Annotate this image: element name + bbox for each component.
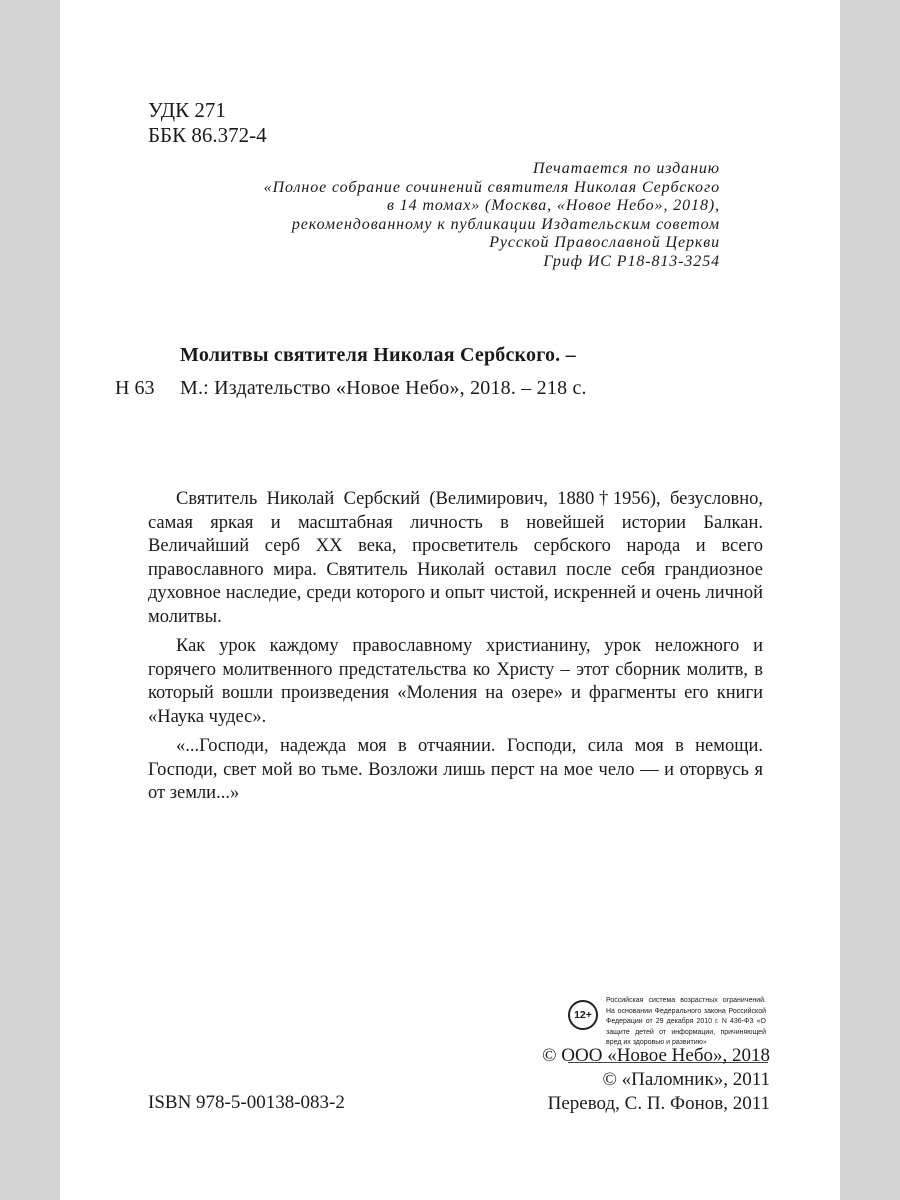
annotation-paragraph: Как урок каждому православному христианину, урок неложного и горячего молитвенного предстательства ко Христу – этот сборник молитв, в который вошли произведения «Моления на озере» и фрагменты его книги «Наука чудес».	[148, 636, 763, 727]
edition-line: рекомендованному к публикации Издательским советом	[291, 215, 720, 233]
author-code: Н 63	[115, 377, 155, 399]
edition-line: «Полное собрание сочинений святителя Николая Сербского	[263, 178, 720, 196]
copyright-block	[460, 1044, 770, 1116]
copyright-line: Перевод, С. П. Фонов, 2011	[547, 1093, 770, 1114]
annotation-paragraph: Святитель Николай Сербский (Велимирович, 1880†1956), безусловно, самая яркая и масштабная личность в новейшей истории Балкан. Величайший серб XX века, просветитель сербского народа и всего православного мира. Святитель Николай оставил после себя грандиозное духовное наследие, среди которого и опыт чистой, искренней и очень личной молитвы.	[148, 489, 763, 627]
edition-line: Печатается по изданию	[532, 160, 720, 177]
copyright-line: © «Паломник», 2011	[602, 1069, 770, 1090]
age-rating-text: Российская система возрастных ограничений. На основании Федерального закона Российской Федерации от 29 декабря 2010 г. N 436-ФЗ «О защите детей от информации, причиняющей вред их здоровью и развитию»	[606, 997, 766, 1046]
annotation	[148, 488, 763, 812]
bbk-code: ББК 86.372-4	[148, 123, 267, 147]
book-title: Молитвы святителя Николая Сербского. –	[180, 344, 576, 366]
udk-code: УДК 271	[148, 98, 226, 122]
book-page	[60, 0, 840, 1200]
age-rating-badge: 12+	[568, 1000, 598, 1030]
annotation-paragraph: «...Господи, надежда моя в отчаянии. Господи, сила моя в немощи. Господи, свет мой во тьме. Возложи лишь перст на мое чело — и оторвусь я от земли...»	[148, 736, 763, 803]
imprint: М.: Издательство «Новое Небо», 2018. – 218 с.	[180, 377, 587, 399]
isbn: ISBN 978-5-00138-083-2	[148, 1092, 345, 1113]
copyright-line: © ООО «Новое Небо», 2018	[542, 1045, 770, 1066]
edition-line: Русской Православной Церкви	[489, 234, 720, 251]
edition-note	[160, 160, 720, 271]
edition-line: в 14 томах» (Москва, «Новое Небо», 2018),	[387, 197, 720, 214]
edition-line: Гриф ИС Р18-813-3254	[543, 252, 720, 270]
classification-codes	[148, 98, 267, 148]
